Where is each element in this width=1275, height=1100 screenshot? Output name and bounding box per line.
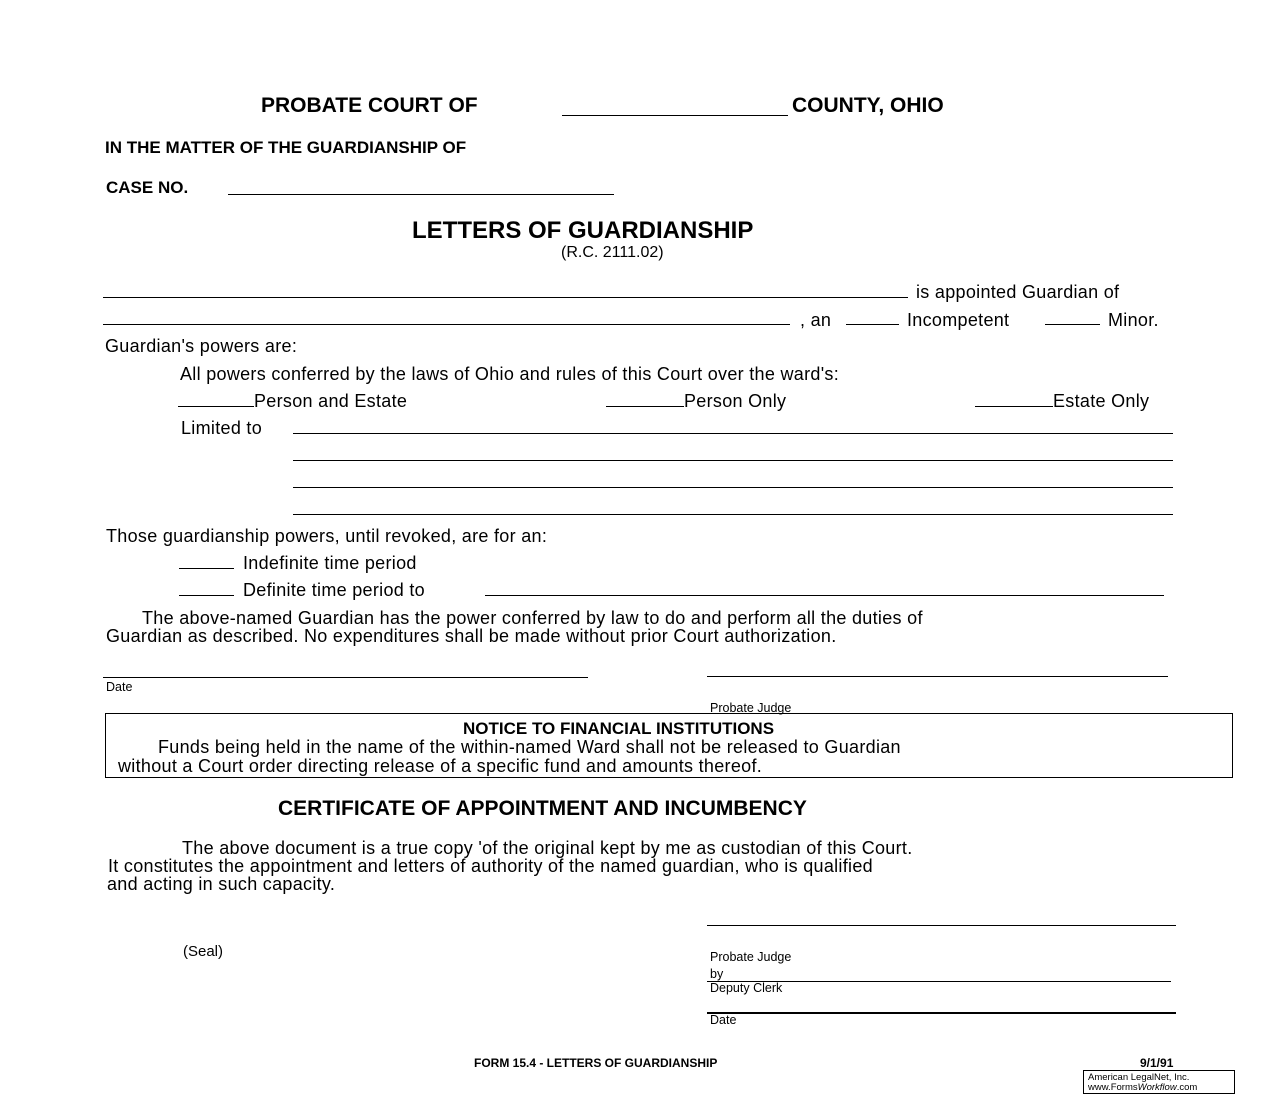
definite-date-blank[interactable] <box>485 595 1164 596</box>
county-blank[interactable] <box>562 115 788 116</box>
publisher-name: American LegalNet, Inc. <box>1088 1072 1190 1083</box>
deputy-clerk-label: Deputy Clerk <box>710 981 783 995</box>
matter-heading: IN THE MATTER OF THE GUARDIANSHIP OF <box>105 138 467 157</box>
site-prefix: www.Forms <box>1088 1082 1138 1093</box>
limited-to-line-2[interactable] <box>293 460 1173 461</box>
indefinite-blank[interactable] <box>179 568 234 569</box>
certificate-line-1: The above document is a true copy 'of the original kept by me as custodian of this Court. <box>182 838 913 858</box>
form-title: LETTERS OF GUARDIANSHIP <box>412 217 754 244</box>
person-only-label: Person Only <box>684 391 787 411</box>
statute-ref: (R.C. 2111.02) <box>561 244 664 261</box>
publisher-logo <box>1083 1070 1235 1094</box>
limited-to-line-3[interactable] <box>293 487 1173 488</box>
person-estate-blank[interactable] <box>178 406 254 407</box>
incompetent-blank[interactable] <box>846 324 899 325</box>
ward-name-blank[interactable] <box>103 324 790 325</box>
duties-line-1: The above-named Guardian has the power conferred by law to do and perform all the duties of <box>142 608 923 628</box>
notice-heading: NOTICE TO FINANCIAL INSTITUTIONS <box>463 719 775 738</box>
cert-date-label: Date <box>710 1013 737 1027</box>
indefinite-label: Indefinite time period <box>243 553 417 573</box>
estate-only-label: Estate Only <box>1053 391 1150 411</box>
duties-line-2: Guardian as described. No expenditures shall be made without prior Court authorization. <box>106 626 837 646</box>
publisher-site <box>1088 1083 1197 1093</box>
minor-blank[interactable] <box>1045 324 1100 325</box>
date-label: Date <box>106 680 133 694</box>
site-italic: Workflow <box>1137 1082 1177 1093</box>
cert-judge-line[interactable] <box>707 925 1176 926</box>
estate-only-blank[interactable] <box>975 406 1053 407</box>
case-no-label: CASE NO. <box>106 178 189 197</box>
appointed-text: is appointed Guardian of <box>916 282 1120 302</box>
all-powers-text: All powers conferred by the laws of Ohio and rules of this Court over the ward's: <box>180 364 840 384</box>
certificate-line-2: It constitutes the appointment and letters of authority of the named guardian, who is qualified <box>108 856 873 876</box>
limited-to-label: Limited to <box>181 418 263 438</box>
notice-line-1: Funds being held in the name of the within-named Ward shall not be released to Guardian <box>158 737 901 757</box>
guardian-name-blank[interactable] <box>103 297 908 298</box>
site-suffix: .com <box>1176 1082 1198 1093</box>
seal-label: (Seal) <box>183 943 224 960</box>
form-version: 9/1/91 <box>1140 1056 1174 1070</box>
by-label: by <box>710 967 724 981</box>
person-estate-label: Person and Estate <box>254 391 408 411</box>
minor-label: Minor. <box>1108 310 1159 330</box>
duration-heading: Those guardianship powers, until revoked, are for an: <box>106 526 548 546</box>
form-footer: FORM 15.4 - LETTERS OF GUARDIANSHIP <box>474 1056 718 1070</box>
incompetent-label: Incompetent <box>907 310 1010 330</box>
court-suffix: COUNTY, OHIO <box>792 94 944 117</box>
definite-blank[interactable] <box>179 595 234 596</box>
cert-date-line[interactable] <box>707 1012 1176 1014</box>
court-prefix: PROBATE COURT OF <box>261 94 478 117</box>
an-text: , an <box>800 310 832 330</box>
person-only-blank[interactable] <box>606 406 684 407</box>
certificate-heading: CERTIFICATE OF APPOINTMENT AND INCUMBENCY <box>278 797 807 820</box>
cert-judge-label: Probate Judge <box>710 950 792 964</box>
date-signature-line[interactable] <box>103 677 588 678</box>
powers-heading: Guardian's powers are: <box>105 336 298 356</box>
certificate-line-3: and acting in such capacity. <box>107 874 336 894</box>
judge-label: Probate Judge <box>710 701 792 715</box>
case-no-blank[interactable] <box>228 194 614 195</box>
notice-line-2: without a Court order directing release of a specific fund and amounts thereof. <box>118 756 763 776</box>
limited-to-line-4[interactable] <box>293 514 1173 515</box>
limited-to-line-1[interactable] <box>293 433 1173 434</box>
judge-signature-line[interactable] <box>707 676 1168 677</box>
definite-label: Definite time period to <box>243 580 425 600</box>
